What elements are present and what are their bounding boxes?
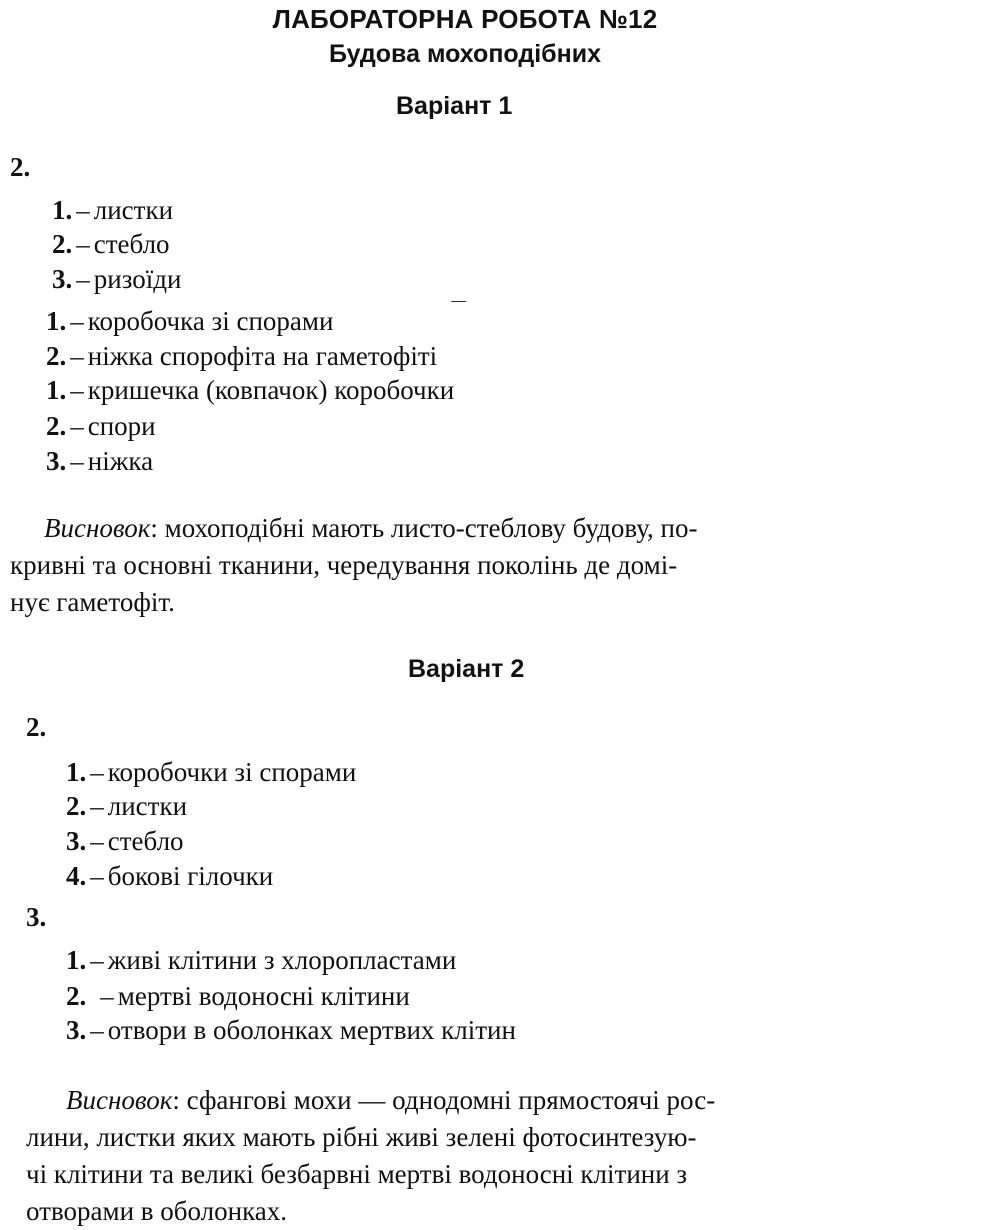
v1-item: 1. – коробочка зі спорами — [46, 306, 334, 336]
v1-conclusion-line: нує гаметофіт. — [10, 587, 175, 617]
v2-item: 4. – бокові гілочки — [66, 861, 274, 891]
lab-title: ЛАБОРАТОРНА РОБОТА №12 — [272, 4, 658, 34]
v1-item: 2. – стебло — [52, 229, 170, 259]
v2-item: 3. – отвори в оболонках мертвих клітин — [66, 1015, 516, 1045]
v1-item: 2. – спори — [46, 411, 156, 441]
v1-item: 3. – ризоїди — [52, 264, 182, 294]
lab-subtitle: Будова мохоподібних — [329, 40, 601, 68]
v2-conclusion-line: чі клітини та великі безбарвні мертві водоносні клітини з — [26, 1159, 688, 1189]
conclusion-label: Висновок — [44, 513, 151, 543]
v1-item: 2. – ніжка спорофіта на гаметофіті — [46, 341, 438, 371]
v2-item: 1. – живі клітини з хлоропластами — [66, 945, 457, 975]
v1-conclusion-line: кривні та основні тканини, чередування поколінь де домі- — [10, 550, 678, 580]
v1-conclusion — [10, 510, 697, 621]
v2-item: 2. – мертві водоносні клітини — [66, 981, 410, 1011]
handwritten-mark: ‾‾ — [452, 299, 465, 324]
v2-conclusion — [26, 1082, 715, 1230]
v2-question-number: 3. — [26, 902, 47, 932]
variant-2-title: Варіант 2 — [408, 655, 525, 683]
v2-item: 3. – стебло — [66, 826, 184, 856]
v1-conclusion-line: Висновок: мохоподібні мають листо-стеблову будову, по- — [44, 513, 698, 543]
v1-item: 1. – листки — [52, 195, 174, 225]
v1-item: 3. – ніжка — [46, 446, 154, 476]
v1-item: 1. – кришечка (ковпачок) коробочки — [46, 375, 455, 405]
v2-item: 1. – коробочки зі спорами — [66, 757, 357, 787]
v2-conclusion-line: лини, листки яких мають рібні живі зелені фотосинтезую- — [26, 1122, 697, 1152]
v1-question-number: 2. — [10, 152, 31, 182]
v2-question-number: 2. — [26, 712, 47, 742]
variant-1-title: Варіант 1 — [396, 92, 513, 120]
v2-item: 2. – листки — [66, 791, 188, 821]
v2-conclusion-line: отворами в оболонках. — [26, 1196, 288, 1226]
v2-conclusion-line: Висновок: сфангові мохи — однодомні прямостоячі рос- — [66, 1085, 716, 1115]
conclusion-label: Висновок — [66, 1085, 173, 1115]
